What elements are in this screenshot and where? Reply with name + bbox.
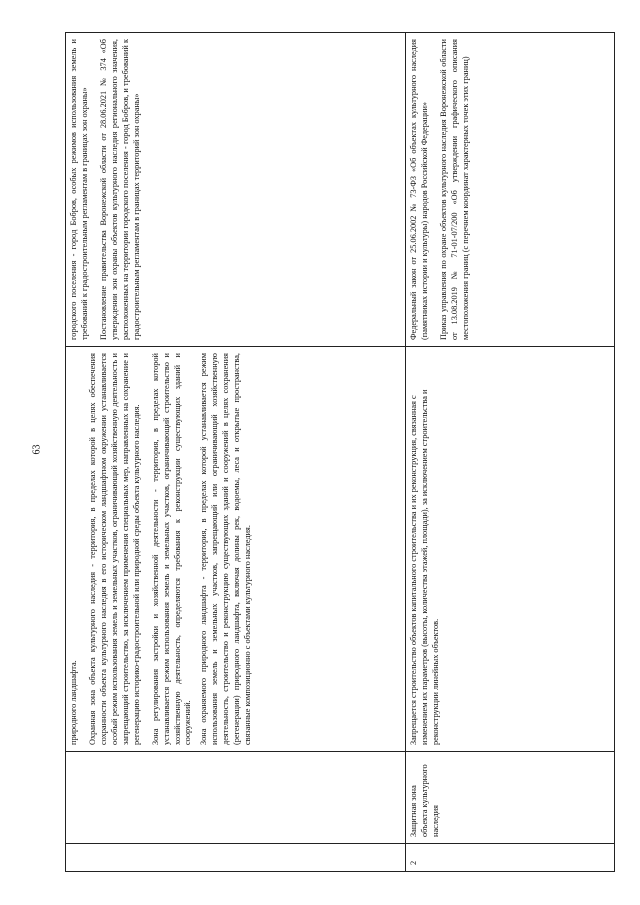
description-paragraph: Зона охраняемого природного ландшафта - территория, в пределах которой устанавливается режим использования земель и земельных участков, запрещающий или ограничивающий хозяйственную деятельность, строительство и реконструкцию существующих зданий и сооружений в целях сохранения (регенерации) природного ландшафта, включая долины рек, водоемы, леса и открытые пространства, связанные композиционно с объектами культурного наследия. bbox=[199, 353, 253, 745]
legal-basis-cell bbox=[66, 33, 406, 347]
row-number-cell bbox=[66, 844, 406, 872]
table-row bbox=[66, 33, 406, 872]
zone-description-cell bbox=[66, 347, 406, 752]
zone-name-cell bbox=[66, 752, 406, 844]
document-table-rotated bbox=[65, 32, 615, 872]
legal-paragraph: Федеральный закон от 25.06.2002 № 73-ФЗ «Об объектах культурного наследия (памятниках истории и культуры) народов Российской Федерации» bbox=[409, 39, 430, 340]
description-paragraph: Охранная зона объекта культурного наследия - территория, в пределах которой в целях обеспечения сохранности объекта культурного наследия в его историческом ландшафтном окружении устанавливается особый режим использования земель и земельных участков, ограничивающий хозяйственную деятельность и запрещающий строительство, за исключением применения специальных мер, направленных на сохранение и регенерацию историко-градостроительной или природной среды объекта культурного наследия. bbox=[87, 353, 141, 745]
description-paragraph: Зона регулирования застройки и хозяйственной деятельности - территория, в пределах которой устанавливается режим использования земель и земельных участков, ограничивающий строительство и хозяйственную деятельность, определяются требования к реконструкции существующих зданий и сооружений. bbox=[150, 353, 193, 745]
legal-paragraph: Постановление правительства Воронежской области от 28.06.2021 № 374 «Об утверждении зон охраны объектов культурного наследия регионального значения, расположенных на территории городского поселения - город Бобров, и требований к градостроительным регламентам в границах территорий зон охраны» bbox=[98, 39, 141, 340]
description-paragraph: природного ландшафта. bbox=[69, 660, 78, 745]
legal-paragraph: Приказ управления по охране объектов культурного наследия Воронежской области от 13.08.2019 № 71-01-07/200 «Об утверждении графического описания местоположения границ (с перечнем координат характерных точек этих границ) bbox=[439, 39, 471, 340]
zone-description-cell bbox=[406, 347, 615, 752]
table-row bbox=[406, 33, 615, 872]
page-number: 63 bbox=[31, 444, 43, 455]
legal-basis-cell bbox=[406, 33, 615, 347]
legal-paragraph: городского поселения - город Бобров, особых режимов использования земель и требований к градостроительным регламентам в границах зон охраны» bbox=[69, 39, 89, 340]
restrictions-table bbox=[65, 32, 615, 872]
description-paragraph: Запрещается строительство объектов капитального строительства и их реконструкция, связанная с изменением их параметров (высоты, количества этажей, площади), за исключением строительства и реконструкции линейных объектов. bbox=[409, 389, 441, 745]
zone-name-cell: Защитная зона объекта культурного наследия bbox=[406, 752, 615, 844]
row-number-cell: 2 bbox=[406, 844, 615, 872]
